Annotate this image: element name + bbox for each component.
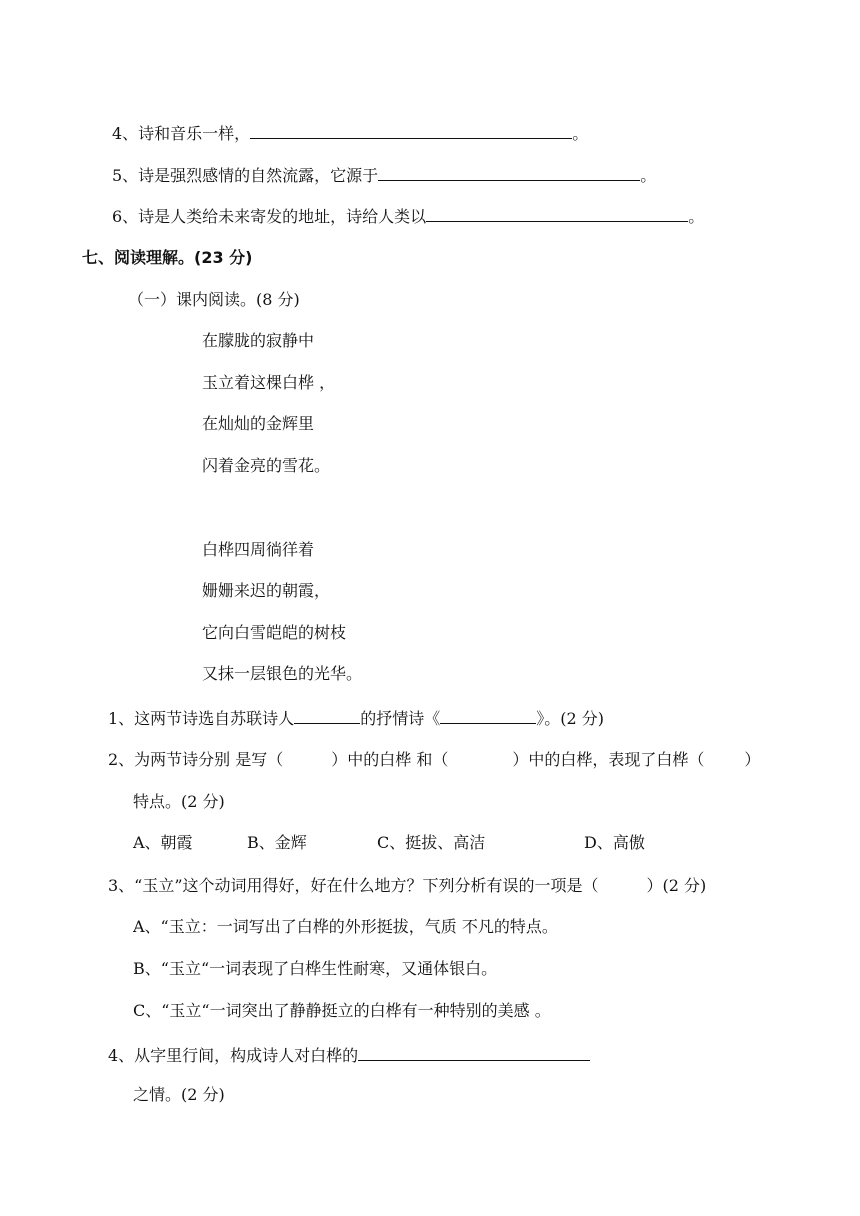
fill-item-5-end: 。 [640, 166, 657, 185]
question-1-text: 》。(2 分) [536, 709, 604, 728]
section-title: 七、阅读理解。(23 分) [82, 248, 253, 267]
poem-line: 白桦四周徜徉着 [202, 540, 315, 559]
question-2-text: 2、为两节诗分别 是写（ [108, 750, 284, 769]
option-c: C、挺拔、高洁 [377, 833, 486, 852]
poem-line: 闪着金亮的雪花。 [202, 456, 331, 475]
fill-item-6 [112, 207, 704, 225]
question-3 [108, 878, 706, 894]
poem-line: 又抹一层银色的光华。 [202, 664, 363, 683]
question-2-text: ）中的白桦，表现了白桦（ [512, 750, 705, 769]
poem-line: 它向白雪皑皑的树枝 [202, 623, 347, 642]
option-c: C、“玉立“一词突出了静静挺立的白桦有一种特别的美感 。 [133, 1001, 551, 1020]
fill-item-4 [112, 124, 588, 142]
option-d: D、高傲 [584, 833, 645, 852]
question-3-text: 3、“玉立”这个动词用得好，好在什么地方？下列分析有误的一项是（ [108, 876, 599, 895]
answer-blank[interactable] [250, 124, 572, 139]
question-1-text: 1、这两节诗选自苏联诗人 [108, 709, 295, 728]
poem-line: 在灿灿的金辉里 [202, 414, 315, 433]
option-b: B、“玉立“一词表现了白桦生性耐寒，又通体银白。 [133, 959, 498, 978]
fill-item-4-text: 4、诗和音乐一样， [112, 124, 251, 143]
poem-line: 姗姗来迟的朝霞， [202, 581, 331, 600]
answer-blank[interactable] [426, 207, 688, 222]
question-3-text: ）(2 分) [646, 876, 707, 895]
subsection-title: （一）课内阅读。(8 分) [128, 290, 300, 309]
fill-item-6-end: 。 [688, 207, 705, 226]
question-1 [108, 709, 604, 727]
question-2-text: ） [744, 750, 761, 769]
fill-item-5 [112, 166, 656, 184]
question-4-text: 4、从字里行间，构成诗人对白桦的 [108, 1046, 359, 1065]
fill-item-6-text: 6、诗是人类给未来寄发的地址，诗给人类以 [112, 207, 427, 226]
answer-blank[interactable] [378, 166, 640, 181]
fill-item-4-end: 。 [572, 124, 589, 143]
question-1-text: 的抒情诗《 [360, 709, 441, 728]
question-4 [108, 1046, 590, 1064]
option-a: A、朝霞 [133, 833, 193, 852]
fill-item-5-text: 5、诗是强烈感情的自然流露，它源于 [112, 166, 379, 185]
poem-line: 玉立着这棵白桦 ， [202, 373, 336, 392]
poem-line: 在朦胧的寂静中 [202, 331, 315, 350]
option-a: A、“玉立：一词写出了白桦的外形挺拔，气质 不凡的特点。 [133, 917, 558, 936]
answer-blank[interactable] [440, 709, 536, 724]
question-2-text: ）中的白桦 和（ [331, 750, 449, 769]
question-2 [108, 752, 760, 768]
question-2-continuation: 特点。(2 分) [133, 792, 225, 811]
question-4-continuation: 之情。(2 分) [133, 1085, 225, 1104]
option-b: B、金辉 [247, 833, 307, 852]
answer-blank[interactable] [294, 709, 360, 724]
answer-blank[interactable] [358, 1046, 590, 1061]
